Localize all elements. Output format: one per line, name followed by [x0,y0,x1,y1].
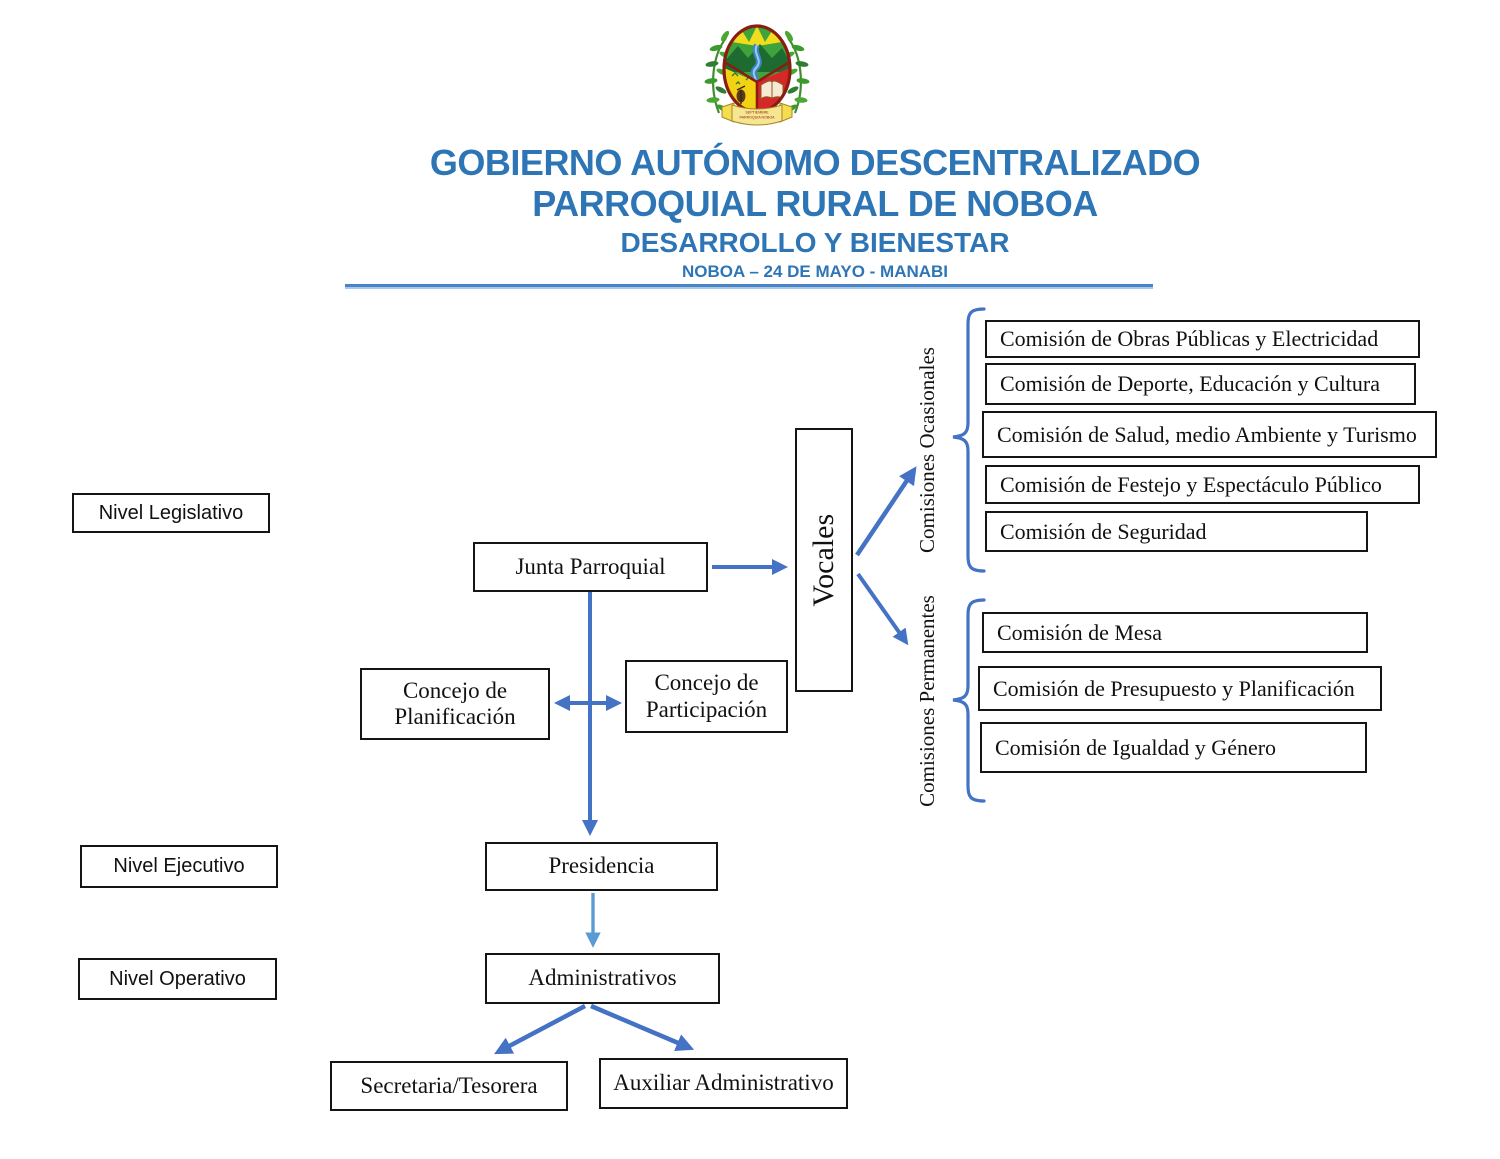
level-label-legislativo: Nivel Legislativo [98,501,244,524]
title-line-2: PARROQUIAL RURAL DE NOBOA [532,183,1098,224]
commission-box-obras-publicas [985,320,1420,358]
header-title-block [300,142,1330,282]
presidencia-label: Presidencia [548,853,655,879]
commission-box-presupuesto-planificacion [978,666,1382,711]
permanentes-group-label: Comisiones Permanentes [914,595,939,807]
administrativos-label: Administrativos [528,965,677,991]
arrow-vocales-to-permanentes [858,574,906,642]
secretaria-tesorera-label: Secretaria/Tesorera [360,1072,538,1098]
arrow-administrativos-to-secretaria [498,1006,585,1052]
level-box-legislativo [72,493,270,533]
commission-box-deporte-educacion [985,363,1416,405]
commission-box-igualdad-genero [980,722,1367,773]
node-concejo-participacion [625,660,788,733]
arrow-administrativos-to-auxiliar [591,1006,690,1048]
node-concejo-planificacion [360,668,550,740]
node-secretaria-tesorera [330,1061,568,1111]
commission-label: Comisión de Festejo y Espectáculo Público [1000,471,1382,497]
commission-label: Comisión de Seguridad [1000,518,1207,544]
level-label-operativo: Nivel Operativo [109,967,246,990]
node-vocales [795,428,853,692]
commission-box-festejo-espectaculo [985,465,1420,504]
subtitle: DESARROLLO Y BIENESTAR [620,227,1010,258]
node-administrativos [485,953,720,1004]
node-auxiliar-administrativo [599,1058,848,1109]
level-box-ejecutivo [80,845,278,888]
parish-crest-logo [692,12,822,132]
ribbon-text-line1: SEPTIEMBRE [745,110,769,115]
location-line: NOBOA – 24 DE MAYO - MANABI [681,262,949,281]
header-divider [345,284,1153,287]
arrow-vocales-to-ocasionales [857,470,914,555]
title-line-1: GOBIERNO AUTÓNOMO DESCENTRALIZADO [429,142,1201,183]
commission-label: Comisión de Mesa [997,619,1162,645]
commission-box-seguridad [985,511,1368,552]
commission-label: Comisión de Presupuesto y Planificación [993,675,1355,701]
crest-graphic [692,12,822,132]
level-label-ejecutivo: Nivel Ejecutivo [113,855,245,877]
commission-label: Comisión de Deporte, Educación y Cultura [1000,371,1381,397]
commission-box-salud-ambiente-turismo [982,411,1437,458]
concejo-participacion-label: Concejo de Participación [645,670,768,722]
auxiliar-administrativo-label: Auxiliar Administrativo [613,1070,834,1096]
vocales-label: Vocales [806,513,840,607]
commission-label: Comisión de Salud, medio Ambiente y Turismo [997,421,1417,447]
concejo-planificacion-label: Concejo de Planificación [394,677,516,729]
commission-label: Comisión de Obras Públicas y Electricidad [1000,326,1379,352]
commission-label: Comisión de Igualdad y Género [995,734,1277,760]
junta-parroquial-label: Junta Parroquial [515,553,666,579]
node-junta-parroquial [473,542,708,592]
brace-ocasionales [953,309,984,571]
commission-box-mesa [982,612,1368,653]
ribbon-text-line2: PARROQUIA NOBOA [739,115,775,120]
level-box-operativo [78,958,277,1000]
node-presidencia [485,842,718,891]
ocasionales-group-label: Comisiones Ocasionales [914,347,939,553]
